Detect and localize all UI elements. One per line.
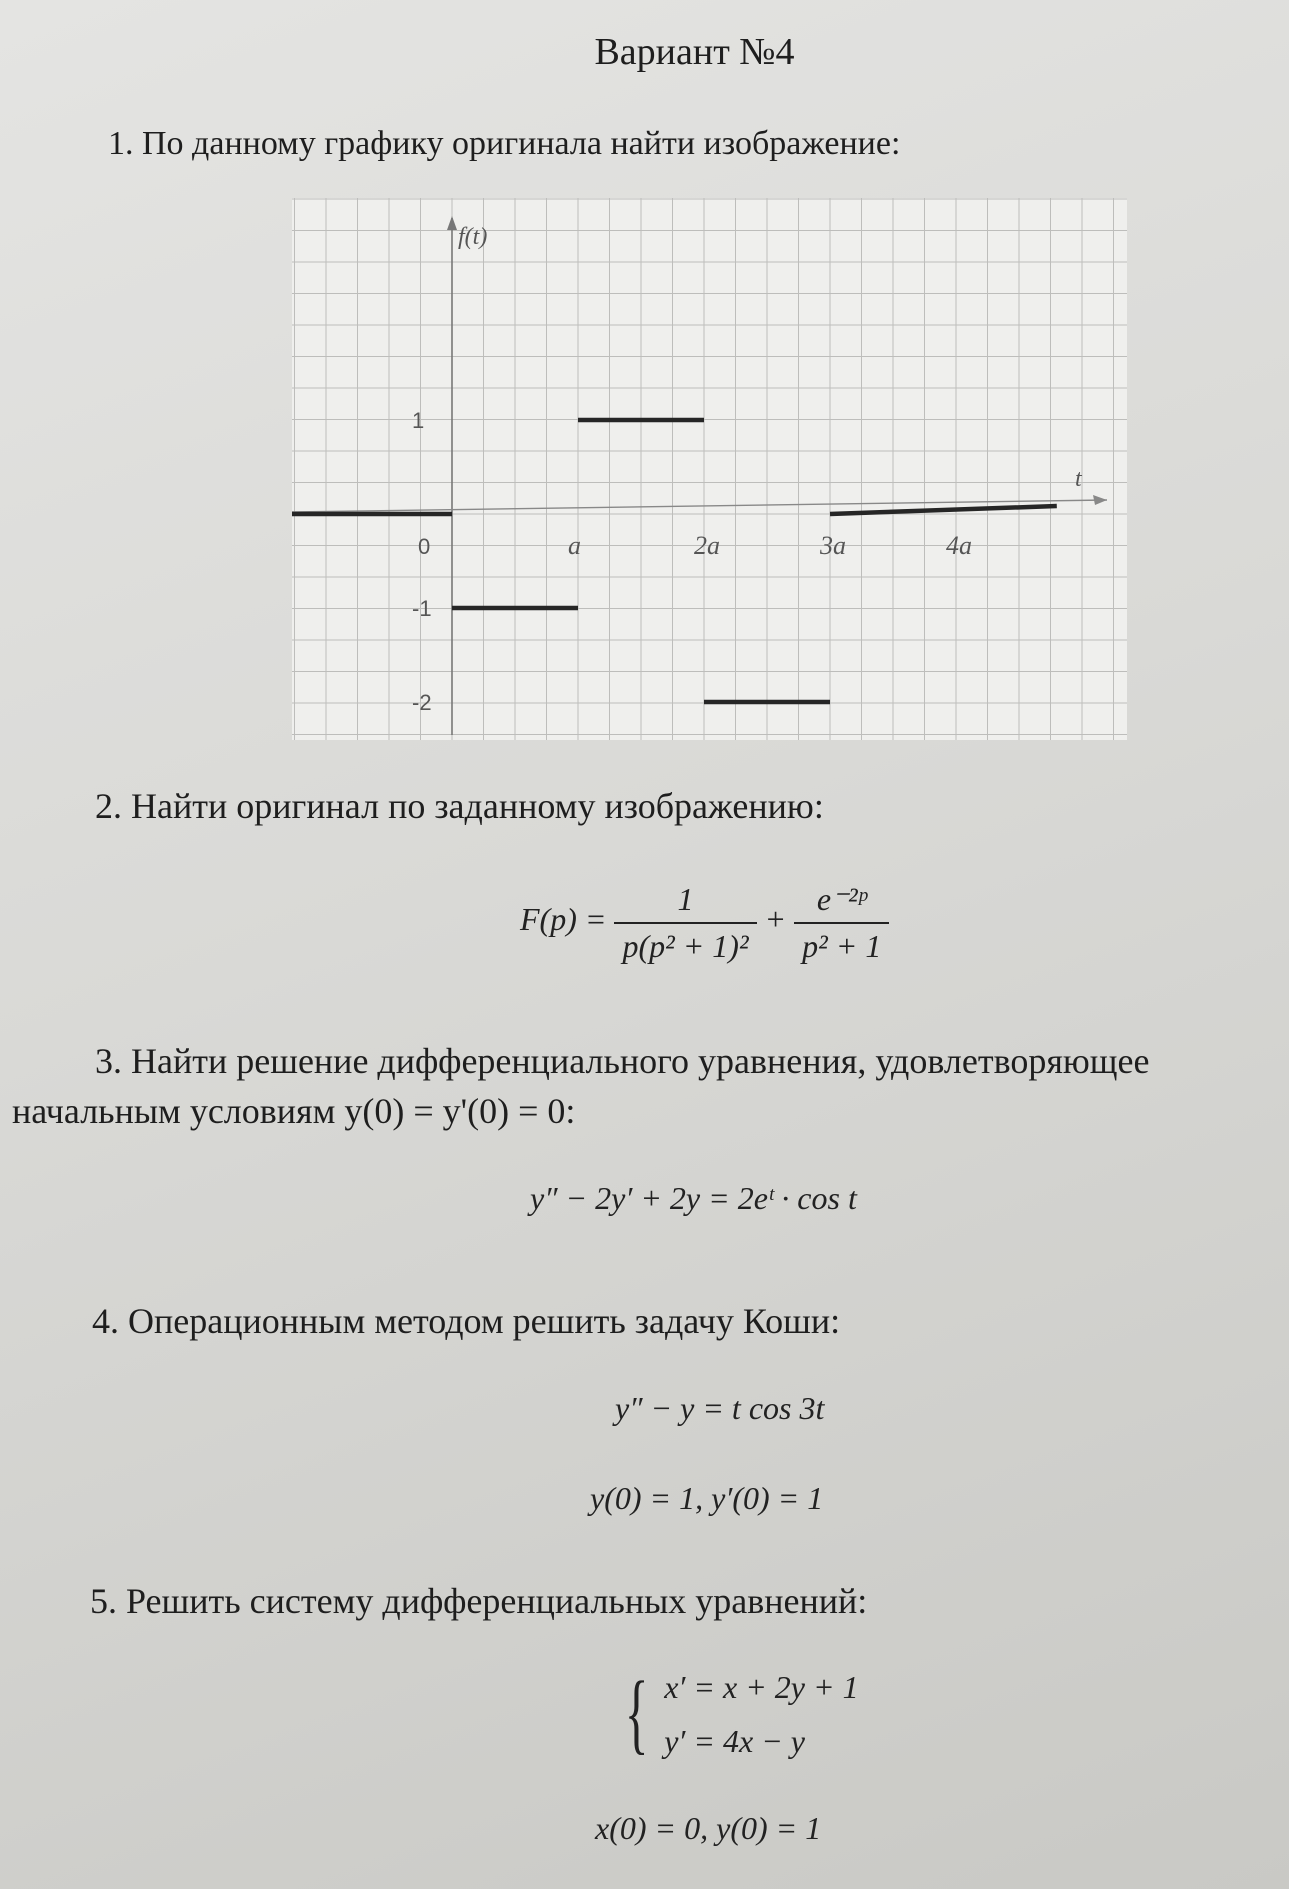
origin-label: 0 [418,534,431,559]
x-tick-label: 4a [946,531,972,560]
x-axis-arrow [1093,495,1107,505]
fraction-1-numerator: 1 [614,881,756,924]
fraction-1 [614,881,756,965]
task-4-initial-conditions: y(0) = 1, y′(0) = 1 [590,1480,824,1516]
original-function-graph [292,198,1127,740]
task-5-system [615,1660,859,1768]
task-4-text: 4. Операционным методом решить задачу Коши: [92,1301,841,1341]
fraction-2-denominator: p² + 1 [802,928,882,964]
x-tick-label: a [568,531,581,560]
system-equation-1: x′ = x + 2y + 1 [664,1669,859,1705]
task-2-text: 2. Найти оригинал по заданному изображению: [95,786,824,826]
task-3-text: 3. Найти решение дифференциального уравнения, удовлетворяющее [95,1041,1150,1081]
x-tick-label: 2a [694,531,720,560]
fraction-1-denominator: p(p² + 1)² [622,927,749,964]
system-equation-2: y′ = 4x − y [664,1723,805,1759]
y-axis-arrow [447,216,457,230]
y-axis-label: f(t) [458,224,488,250]
x-axis-label: t [1075,466,1082,492]
variant-title: Вариант №4 [594,31,795,73]
x-tick-label: 3a [820,531,846,560]
task-2-formula [520,880,889,965]
function-segment [830,506,1057,514]
task-4-equation: y″ − y = t cos 3t [615,1390,825,1426]
y-tick-label: 1 [412,408,425,433]
y-tick-label: -2 [412,690,432,715]
task-3-equation: y″ − 2y′ + 2y = 2eᵗ · cos t [530,1180,857,1216]
formula-lhs: F(p) = [520,900,607,937]
y-tick-label: -1 [412,596,432,621]
task-3-conditions: начальным условиям y(0) = y'(0) = 0: [12,1091,576,1131]
system-brace: { [624,1664,649,1763]
fraction-2 [794,880,889,965]
task-1-text: 1. По данному графику оригинала найти изображение: [108,125,901,162]
task-5-initial-conditions: x(0) = 0, y(0) = 1 [595,1810,822,1846]
plus-sign: + [764,900,787,937]
task-5-text: 5. Решить систему дифференциальных уравнений: [90,1581,868,1621]
fraction-2-numerator: e⁻²ᵖ [794,880,889,924]
